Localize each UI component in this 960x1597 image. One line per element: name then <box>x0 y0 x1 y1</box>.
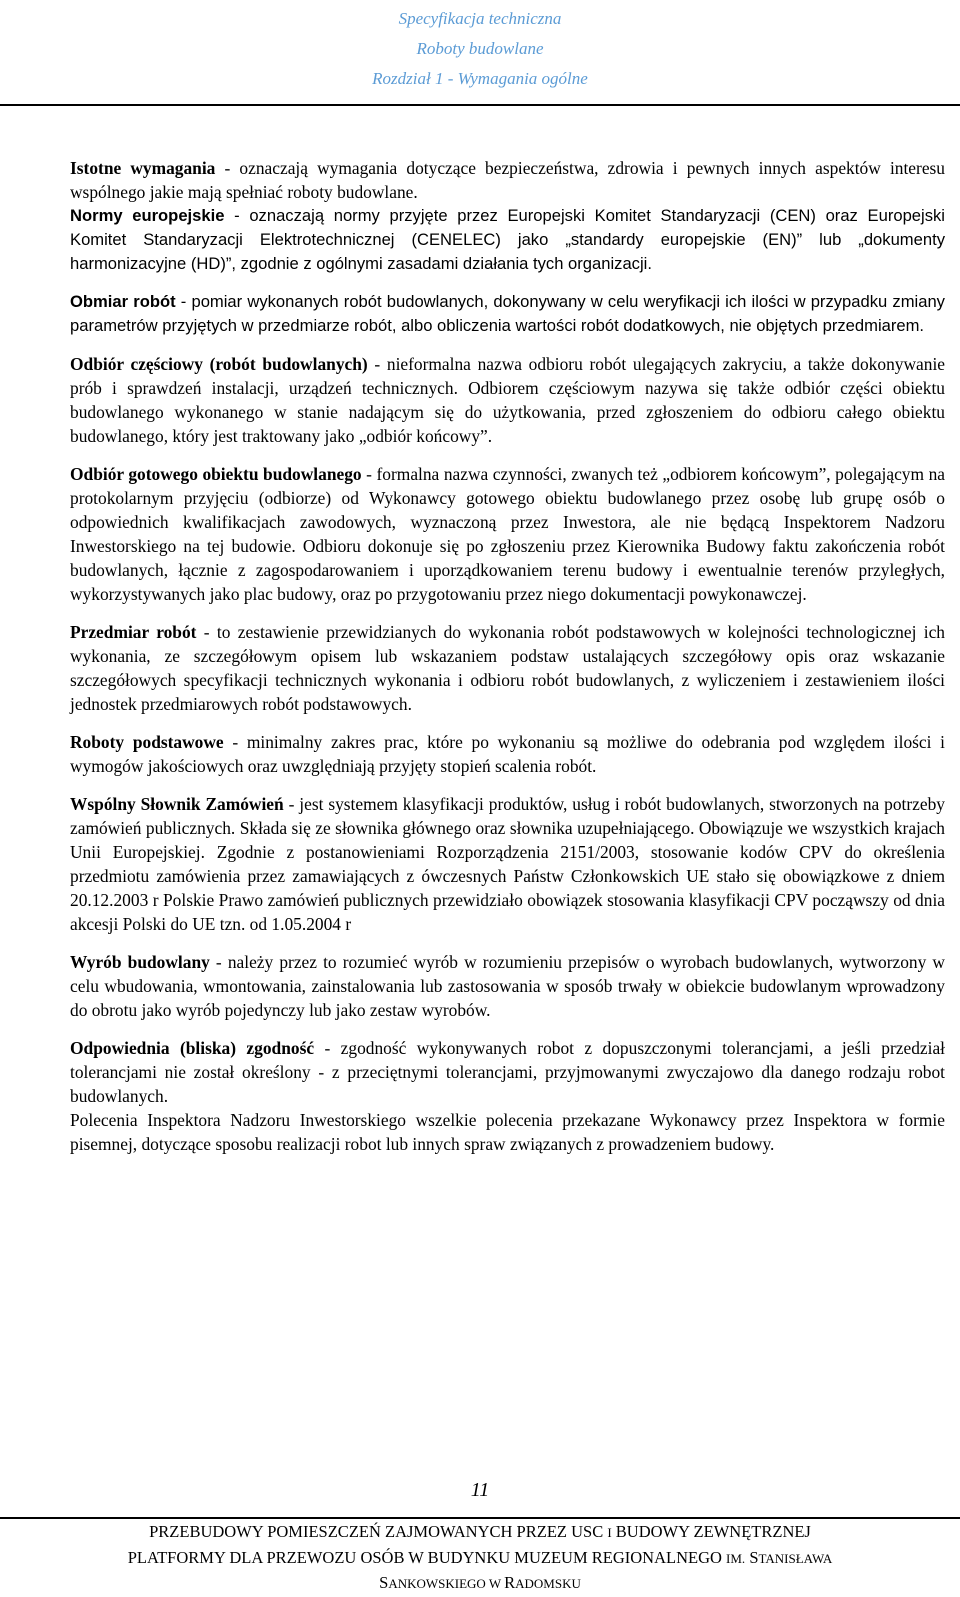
footer-line-1 <box>0 1520 960 1546</box>
footer-text: S <box>379 1573 389 1592</box>
header-divider <box>0 104 960 106</box>
document-body <box>70 156 945 1156</box>
definition-term: Istotne wymagania <box>70 158 216 178</box>
definition-text: - jest systemem klasyfikacji produktów, usług i robót budowlanych, stworzonych na potrzeby zamówień publicznych. Składa się ze słownika głównego oraz słownika uzupełniającego. Obowiązuje we wszystkich krajach Unii Europejskiej. Zgodnie z postanowieniami Rozporządzenia 2151/2003, stosowanie kodów CPV do określenia przedmiotu zamówienia przez zamawiających z ówczesnych Państw Członkowskich UE stało się obowiązkowe z dniem 20.12.2003 r Polskie Prawo zamówień publicznych przewidziało obowiązek stosowania klasyfikacji CPV począwszy od dnia akcesji Polski do UE tzn. od 1.05.2004 r <box>70 794 945 934</box>
definition-term: Wyrób budowlany <box>70 952 210 972</box>
footer-text: R <box>504 1573 516 1592</box>
definition-text: - to zestawienie przewidzianych do wykonania robót podstawowych w kolejności technologicznej ich wykonania, ze szczegółowym opisem lub wskazaniem podstaw ustalających szczegółowy opis oraz wskazanie szczegółowych specyfikacji technicznych wykonania i odbioru robót budowlanych, z wyliczeniem i zestawieniem ilości jednostek przedmiarowych robót podstawowych. <box>70 622 946 714</box>
footer-line-3 <box>0 1571 960 1597</box>
footer-text: S <box>745 1547 759 1567</box>
header-chapter: Rozdział 1 - Wymagania ogólne <box>372 69 588 88</box>
definition-term: Odpowiednia (bliska) zgodność <box>70 1038 315 1058</box>
footer-text: I <box>607 1525 612 1540</box>
definition-paragraph <box>70 620 945 716</box>
definition-text: - formalna nazwa czynności, zwanych też „odbiorem końcowym”, polegającym na protokolarnym przyjęciu (odbiorze) od Wykonawcy gotowego obiektu budowlanego przez osobę lub grupę osób o odpowiednich kwalifikacjach zawodowych, wyznaczoną przez Inwestora, ale nie będącą Inspektorem Nadzoru Inwestorskiego na tej budowie. Odbioru dokonuje się po zgłoszeniu przez Kierownika Budowy faktu zakończenia robót budowlanych, łącznie z zagospodarowaniem i uporządkowaniem terenu budowy i ewentualnie terenów przyległych, wykorzystywanych jako plac budowy, oraz po przygotowaniu przez niego dokumentacji powykonawczej. <box>70 464 945 604</box>
definition-paragraph <box>70 156 945 204</box>
definition-term: Roboty podstawowe <box>70 732 224 752</box>
definition-text: - oznaczają wymagania dotyczące bezpieczeństwa, zdrowia i pewnych innych aspektów interesu wspólnego jakie mają spełniać roboty budowlane. <box>70 158 946 202</box>
header-spec-title: Specyfikacja techniczna <box>398 9 562 28</box>
definition-term: Normy europejskie <box>70 206 225 225</box>
definition-term: Wspólny Słownik Zamówień <box>70 794 284 814</box>
footer-text: BUDOWY ZEWNĘTRZNEJ <box>611 1522 811 1541</box>
header-subtitle: Roboty budowlane <box>416 39 544 58</box>
footer-divider <box>0 1517 960 1519</box>
footer-text: IM. <box>726 1550 746 1566</box>
definition-text: - należy przez to rozumieć wyrób w rozumieniu przepisów o wyrobach budowlanych, wytworzony w celu wbudowania, wmontowania, zainstalowania lub zastosowania w sposób trwały w obiekcie budowlanym wprowadzony do obrotu jako wyrób pojedynczy lub jako zestaw wyrobów. <box>70 952 945 1020</box>
definition-paragraph <box>70 290 945 338</box>
definition-term: Odbiór częściowy (robót budowlanych) <box>70 354 368 374</box>
footer-line-2 <box>0 1546 960 1572</box>
definition-paragraph <box>70 950 945 1022</box>
footer-text: PRZEBUDOWY POMIESZCZEŃ ZAJMOWANYCH PRZEZ USC <box>149 1522 608 1541</box>
definition-term: Obmiar robót <box>70 292 176 311</box>
page-number: 11 <box>470 1479 490 1501</box>
footer-text: TANISŁAWA <box>758 1550 833 1566</box>
definition-text: - oznaczają normy przyjęte przez Europejski Komitet Standaryzacji (CEN) oraz Europejski Komitet Standaryzacji Elektrotechnicznej (CENELEC) jako „standardy europejskie (EN)” lub „dokumenty harmonizacyjne (HD)”, zgodnie z ogólnymi zasadami działania tych organizacji. <box>70 206 945 273</box>
definition-paragraph <box>70 462 945 606</box>
definition-paragraph <box>70 730 945 778</box>
page-footer <box>0 1520 960 1597</box>
definition-text: - nieformalna nazwa odbioru robót ulegających zakryciu, a także dokonywanie prób i sprawdzeń instalacji, urządzeń technicznych. Odbiorem częściowym nazywa się także odbiór części obiektu budowlanego wykonanego w stanie nadającym się do użytkowania, przed zgłoszeniem do odbioru całego obiektu budowlanego, który jest traktowany jako „odbiór końcowy”. <box>70 354 945 446</box>
definition-term: Przedmiar robót <box>70 622 197 642</box>
definition-term: Odbiór gotowego obiektu budowlanego <box>70 464 362 484</box>
definition-paragraph <box>70 1036 945 1108</box>
definition-paragraph <box>70 792 945 936</box>
footer-text: PLATFORMY DLA PRZEWOZU OSÓB W BUDYNKU MUZEUM REGIONALNEGO <box>127 1547 727 1567</box>
definition-paragraph <box>70 352 945 448</box>
page-header <box>0 0 960 106</box>
definition-paragraph <box>70 204 945 276</box>
definition-text: - minimalny zakres prac, które po wykonaniu są możliwe do odebrania pod względem ilości i wymogów jakościowych oraz uwzględniają przyjęty stopień scalenia robót. <box>70 732 946 776</box>
instructions-paragraph: Polecenia Inspektora Nadzoru Inwestorskiego wszelkie polecenia przekazane Wykonawcy przez Inspektora w formie pisemnej, dotyczące sposobu realizacji robot lub innych spraw związanych z prowadzeniem budowy. <box>70 1110 945 1154</box>
footer-text: ANKOWSKIEGO W <box>388 1576 505 1591</box>
definition-text: - zgodność wykonywanych robot z dopuszczonymi tolerancjami, a jeśli przedział tolerancjami nie został określony - z przeciętnymi tolerancjami, przyjmowanymi zwyczajowo dla danego rodzaju robot budowlanych. <box>70 1038 945 1106</box>
definition-text: - pomiar wykonanych robót budowlanych, dokonywany w celu weryfikacji ich ilości w przypadku zmiany parametrów przyjętych w przedmiarze robót, albo obliczenia wartości robót dodatkowych, nie objętych przedmiarem. <box>70 292 945 335</box>
footer-text: ADOMSKU <box>515 1576 581 1591</box>
